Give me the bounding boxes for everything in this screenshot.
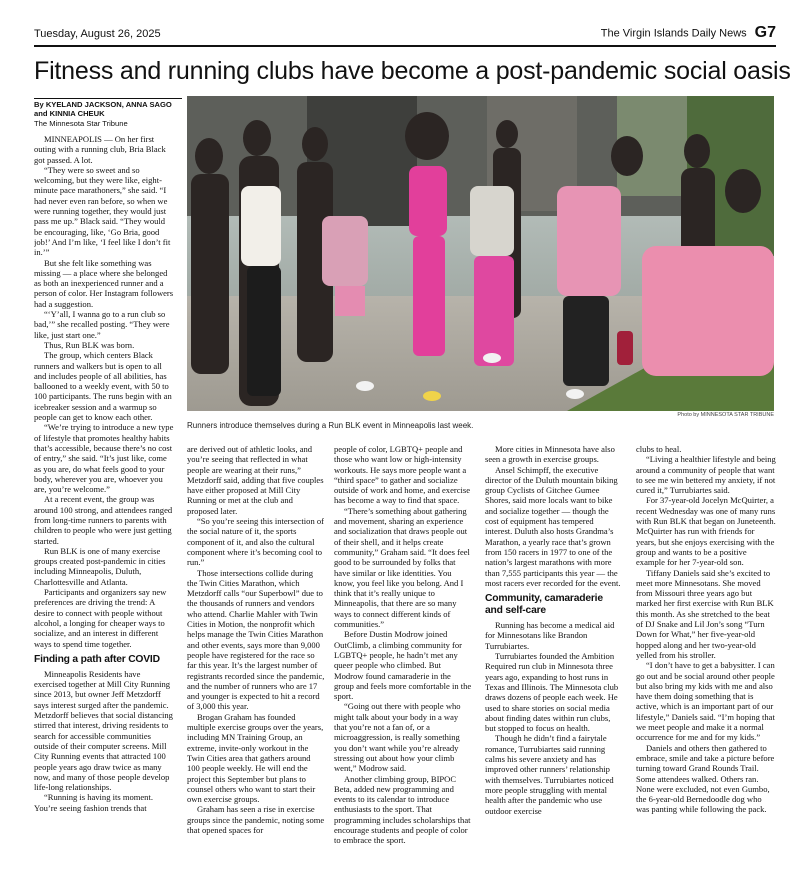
article-paragraph: Run BLK is one of many exercise groups created post-pandemic in cities including Minneapolis, Duluth, Charlottesville and Atlanta.	[34, 545, 166, 587]
article-paragraph: Brogan Graham has founded multiple exercise groups over the years, including MN Training Group, an extreme, invite-only workout in the Twin Cities area that gathers around 100 people weekly. He will end the project this September but plans to counsel others who want to start their own exercise groups.	[187, 711, 324, 805]
article-column-5	[636, 444, 776, 868]
article-paragraph: The group, which centers Black runners and walkers but is open to all and includes people of all abilities, has ballooned to a weekly event, with 50 to 100 participants. The runs begin with an icebreaker session and a warmup so people can get to know each other.	[34, 350, 172, 423]
masthead	[34, 24, 776, 47]
article-paragraph: “So you’re seeing this intersection of the social nature of it, the sports component of it, and also the cultural component where it’s becoming cool to run.”	[187, 516, 324, 568]
article-paragraph: But she felt like something was missing — a place where she belonged as both an inexperienced runner and a person of color. Her Instagram followers had a suggestion.	[34, 257, 174, 309]
article-paragraph: Before Dustin Modrow joined OutClimb, a climbing community for LGBTQ+ people, he hadn’t met any queer people who climbed. But Modrow found camaraderie in the group and feels more comfortable in the sport.	[334, 629, 472, 702]
article-paragraph: For 37-year-old Jocelyn McQuirter, a recent Wednesday was one of many runs with Run BLK that began on Juneteenth. McQuirter has run with friends for years, but she enjoys exercising with the group and wants to be a positive example for her 7-year-old son.	[636, 495, 776, 568]
article-paragraph: “They were so sweet and so welcoming, but they were like, eight-minute pace marathoners,” she said. “I had never even ran before, so when we were running together, they would just pass me up.” Black said. “They would be encouraging, like, ‘Go Bria, good job!’ And I’m like, ‘I feel like I don’t fit in.’”	[34, 164, 171, 258]
article-paragraph: Graham has seen a rise in exercise groups since the pandemic, noting some that opened spaces for	[187, 804, 325, 835]
masthead-right	[601, 24, 776, 42]
article-paragraph: “Living a healthier lifestyle and being around a community of people that want to see me win bettered my anxiety, if not cured it,” Turrubiartes said.	[636, 454, 776, 496]
article-paragraph: are derived out of athletic looks, and you’re seeing that reflected in what people are wearing at their runs,” Metzdorff said, adding that five couples have either proposed at Mill City Running or met at the club and proposed later.	[187, 444, 324, 516]
byline-authors: By KYELAND JACKSON, ANNA SAGO and KINNIA CHEUK	[34, 100, 172, 119]
article-paragraph: “There’s something about gathering and movement, sharing an experience and socialization that draws people out of their shell, and it helps create community,” Graham said. “It does feel good to be surrounded by folks that have similar or like identities. You know, you feel like you belong. And I think that it’s really unique to Minneapolis, that there are so many ways to connect different kinds of communities.”	[334, 505, 470, 630]
article-paragraph: Another climbing group, BIPOC Beta, added new programming and events to its calendar to introduce enthusiasts to the sport. That programming includes scholarships that encourage students and people of color to embrace the sport.	[334, 773, 471, 846]
article-paragraph: At a recent event, the group was around 100 strong, and attendees ranged from long-time runners to parents with children to people who were just getting started.	[34, 494, 173, 546]
article-paragraph: clubs to heal.	[636, 444, 682, 454]
article-paragraph: “Running is having its moment. You’re seeing fashion trends that	[34, 792, 153, 813]
byline	[34, 98, 182, 128]
section-subhead: Community, camaraderie and self-care	[485, 593, 603, 617]
article-paragraph: “I don’t have to get a babysitter. I can go out and be social around other people but also bring my kids with me and also have them doing something that is active, which is an important part of our lifestyle,” Daniels said. “I’m hoping that we meet people and make it a normal occurrence for me and for my kids.”	[636, 660, 775, 743]
article-paragraph: Participants and organizers say new preferences are driving the trend: A desire to connect with people without alcohol, a longing for cheaper ways to socialize, and an interest in different ways to spend time together.	[34, 587, 167, 649]
article-paragraph: Though he didn’t find a fairytale romance, Turrubiartes said running calms his severe anxiety and has improved other runners’ relationship with themselves. Turrubiartes noticed more people struggling with mental health after the pandemic who use outdoor exercise	[485, 733, 614, 816]
run-club-group-photo	[187, 96, 774, 411]
article-paragraph: Thus, Run BLK was born.	[44, 339, 135, 350]
article-paragraph: Running has become a medical aid for Minnesotans like Brandon Turrubiartes.	[485, 620, 615, 651]
article-photo	[187, 96, 774, 411]
byline-organization: The Minnesota Star Tribune	[34, 118, 128, 128]
article-paragraph: people of color, LGBTQ+ people and those who want low or high-intensity workouts. He says more people want a “third space” to gather and socialize outside of work and home, and exercise has become a way to find that space.	[334, 444, 470, 506]
photo-caption: Runners introduce themselves during a Run BLK event in Minneapolis last week.	[187, 421, 474, 430]
article-paragraph: Tiffany Daniels said she’s excited to meet more Minnesotans. She moved from Missouri three years ago but marked her first exercise with Run BLK this month. As she stretched to the beat of DJ Snake and Lil Jon’s song “Turn Down for What,” her five-year-old hopped along and her two-year-old yelled from his stroller.	[636, 567, 774, 660]
article-paragraph: MINNEAPOLIS — On her first outing with a running club, Bria Black got passed. A lot.	[34, 134, 166, 165]
headline: Fitness and running clubs have become a post-pandemic social oasis	[34, 57, 791, 85]
article-column-3	[334, 444, 472, 868]
article-paragraph: Daniels and others then gathered to embrace, smile and take a picture before turning toward Grand Rounds Trail. Some attendees walked. Others ran. None were excluded, not even Gumbo, the 6-year-old Bernedoodle dog who was panting while following the pack.	[636, 742, 775, 815]
section-subhead: Finding a path after COVID	[34, 653, 160, 665]
article-column-1	[34, 134, 174, 868]
article-paragraph: Turrubiartes founded the Ambition Required run club in Minnesota three years ago, expanding to host runs in Texas and Illinois. The Minnesota club draws dozens of people each week. He used to share stories on social media about finding dates within run clubs, but stopped to focus on health.	[485, 651, 619, 734]
article-paragraph: “‘Y’all, I wanna go to a run club so bad,’” she recalled posting. “They were like, just start one.”	[34, 309, 170, 340]
page-number: G7	[754, 24, 776, 42]
newspaper-name: The Virgin Islands Daily News	[600, 27, 747, 40]
article-column-2	[187, 444, 325, 868]
article-paragraph: Those intersections collide during the Twin Cities Marathon, which Metzdorff calls “our Superbowl” due to the thousands of runners and vendors who attend. Charlie Mahler with Twin Cities in Motion, the nonprofit which helps manage the Twin Cities Marathon and other events, says more than 9,000 people have registered for the race so far this year. It’s the largest number of registrants recorded since the pandemic, and the number of runners who are 17 and younger is expected to hit a record of 3,000 this year.	[187, 567, 325, 712]
photo-credit: Photo by MINNESOTA STAR TRIBUNE	[677, 412, 774, 418]
article-paragraph: Ansel Schimpff, the executive director of the Duluth mountain biking group Cyclists of Gitchee Gumee Shores, said more locals want to bike and socialize together — though the cost of equipment has tempered interest. Duluth also hosts Grandma’s Marathon, a yearly race that’s grown from 150 racers in 1977 to one of the nation’s largest marathons with more than 7,555 participants this year — the most racers ever recorded for the event.	[485, 464, 621, 588]
issue-date: Tuesday, August 26, 2025	[34, 28, 161, 40]
article-paragraph: “Going out there with people who might talk about your body in a way that you’re not a fan of, or a microaggression, is really something you don’t want while you’re already stressing out about how your climb went,” Modrow said.	[334, 701, 461, 774]
article-paragraph: “We’re trying to introduce a new type of lifestyle that promotes healthy habits that’s accessible, because there’s no cost of entry,” she said. “It’s just like, come as you are, do what feels good to your body, wherever you are, whoever you are, you’re welcome.”	[34, 422, 174, 495]
article-column-4	[485, 444, 623, 868]
article-paragraph: More cities in Minnesota have also seen a growth in exercise groups.	[485, 444, 615, 465]
article-paragraph: Minneapolis Residents have exercised together at Mill City Running since 2013, but owner Jeff Metzdorff says interest surged after the pandemic. Metzdorff believes that social distancing stirred that interest, driving residents to search for accessible communities outside of their computer screens. Mill City Running events that attracted 100 people years ago draw twice as many now, and many of those people develop life-long relationships.	[34, 668, 173, 793]
